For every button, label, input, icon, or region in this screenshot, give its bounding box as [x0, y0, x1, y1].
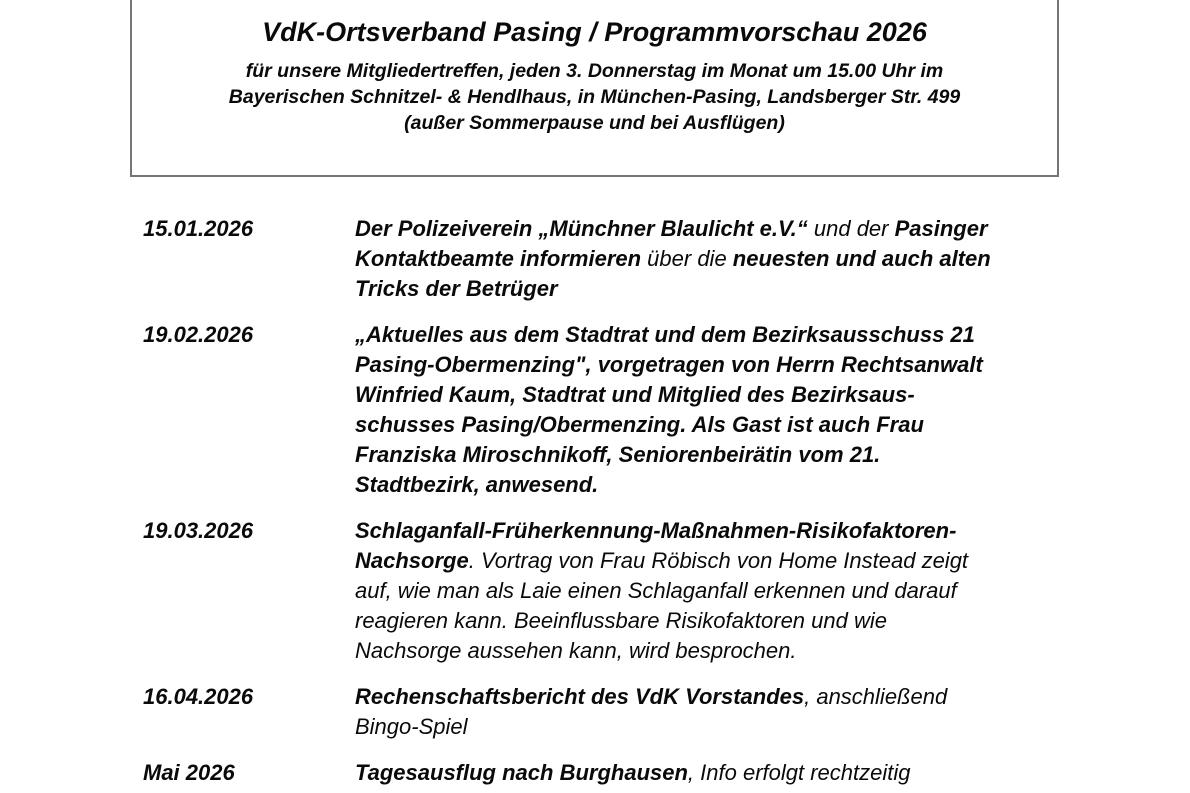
entry-description-line [355, 712, 1153, 742]
entry-description-line [355, 576, 1153, 606]
text-segment: , Info erfolgt rechtzeitig [687, 760, 911, 785]
entry-description [355, 758, 1153, 788]
text-segment-bold: Rechenschaftsbericht des VdK Vorstandes [355, 684, 805, 709]
text-segment: . Vortrag von Frau Röbisch von Home Instead zeigt [468, 548, 969, 573]
text-segment-bold: schusses Pasing/Obermenzing. Als Gast ist auch Frau [355, 412, 924, 437]
schedule-entry [143, 214, 1153, 304]
entry-description-line [355, 516, 1153, 546]
text-segment-bold: Pasinger [894, 216, 988, 241]
text-segment-bold: „Aktuelles aus dem Stadtrat und dem Bezirksausschuss 21 [355, 322, 975, 347]
subtitle-line: Bayerischen Schnitzel- & Hendlhaus, in München-Pasing, Landsberger Str. 499 [228, 86, 961, 108]
entry-description-line [355, 244, 1153, 274]
entry-description-line [355, 546, 1153, 576]
text-segment: reagieren kann. Beeinflussbare Risikofaktoren und wie [355, 608, 887, 633]
text-segment-bold: neuesten und auch alten [732, 246, 991, 271]
entry-description-line [355, 380, 1153, 410]
text-segment-bold: Nachsorge [355, 548, 469, 573]
text-segment-bold: Der Polizeiverein „Münchner Blaulicht e.V.“ [355, 216, 814, 241]
schedule-entry [143, 682, 1153, 742]
entry-description [355, 320, 1153, 500]
text-segment-bold: Winfried Kaum, Stadtrat und Mitglied des Bezirksaus- [355, 382, 915, 407]
text-segment-bold: Franziska Miroschnikoff, Seniorenbeirätin vom 21. [355, 442, 881, 467]
subtitle-line: für unsere Mitgliedertreffen, jeden 3. Donnerstag im Monat um 15.00 Uhr im [245, 60, 944, 82]
entry-description-line [355, 682, 1153, 712]
entry-description-line [355, 410, 1153, 440]
entry-description-line [355, 440, 1153, 470]
text-segment: über die [647, 246, 733, 271]
entry-date: 15.01.2026 [143, 216, 254, 241]
text-segment-bold: Tagesausflug nach Burghausen [355, 760, 688, 785]
program-header-box [130, 0, 1059, 177]
entry-date: 19.02.2026 [143, 322, 254, 347]
schedule-entry [143, 516, 1153, 666]
entry-description-line [355, 470, 1153, 500]
text-segment: auf, wie man als Laie einen Schlaganfall erkennen und darauf [355, 578, 957, 603]
entry-description-line [355, 758, 1153, 788]
schedule-entry [143, 758, 1153, 788]
schedule-list [143, 214, 1153, 793]
entry-description-line [355, 214, 1153, 244]
entry-description [355, 516, 1153, 666]
entry-description-line [355, 274, 1153, 304]
text-segment-bold: Schlaganfall-Früherkennung-Maßnahmen-Risikofaktoren- [355, 518, 957, 543]
entry-description-line [355, 350, 1153, 380]
subtitle-line: (außer Sommerpause und bei Ausflügen) [404, 112, 785, 134]
entry-description [355, 214, 1153, 304]
text-segment: Bingo-Spiel [355, 714, 468, 739]
page-title: VdK-Ortsverband Pasing / Programmvorschau 2026 [262, 17, 927, 47]
text-segment: , anschließend [804, 684, 948, 709]
entry-description-line [355, 320, 1153, 350]
text-segment: und der [813, 216, 895, 241]
entry-description [355, 682, 1153, 742]
schedule-entry [143, 320, 1153, 500]
text-segment: Nachsorge aussehen kann, wird besprochen. [355, 638, 797, 663]
text-segment-bold: Pasing-Obermenzing", vorgetragen von Herrn Rechtsanwalt [355, 352, 983, 377]
entry-description-line [355, 606, 1153, 636]
entry-date: Mai 2026 [143, 760, 235, 785]
entry-description-line [355, 636, 1153, 666]
text-segment-bold: Kontaktbeamte informieren [355, 246, 648, 271]
entry-date: 16.04.2026 [143, 684, 254, 709]
text-segment-bold: Stadtbezirk, anwesend. [355, 472, 599, 497]
page-subtitle [132, 58, 1057, 136]
entry-date: 19.03.2026 [143, 518, 254, 543]
text-segment-bold: Tricks der Betrüger [355, 276, 558, 301]
